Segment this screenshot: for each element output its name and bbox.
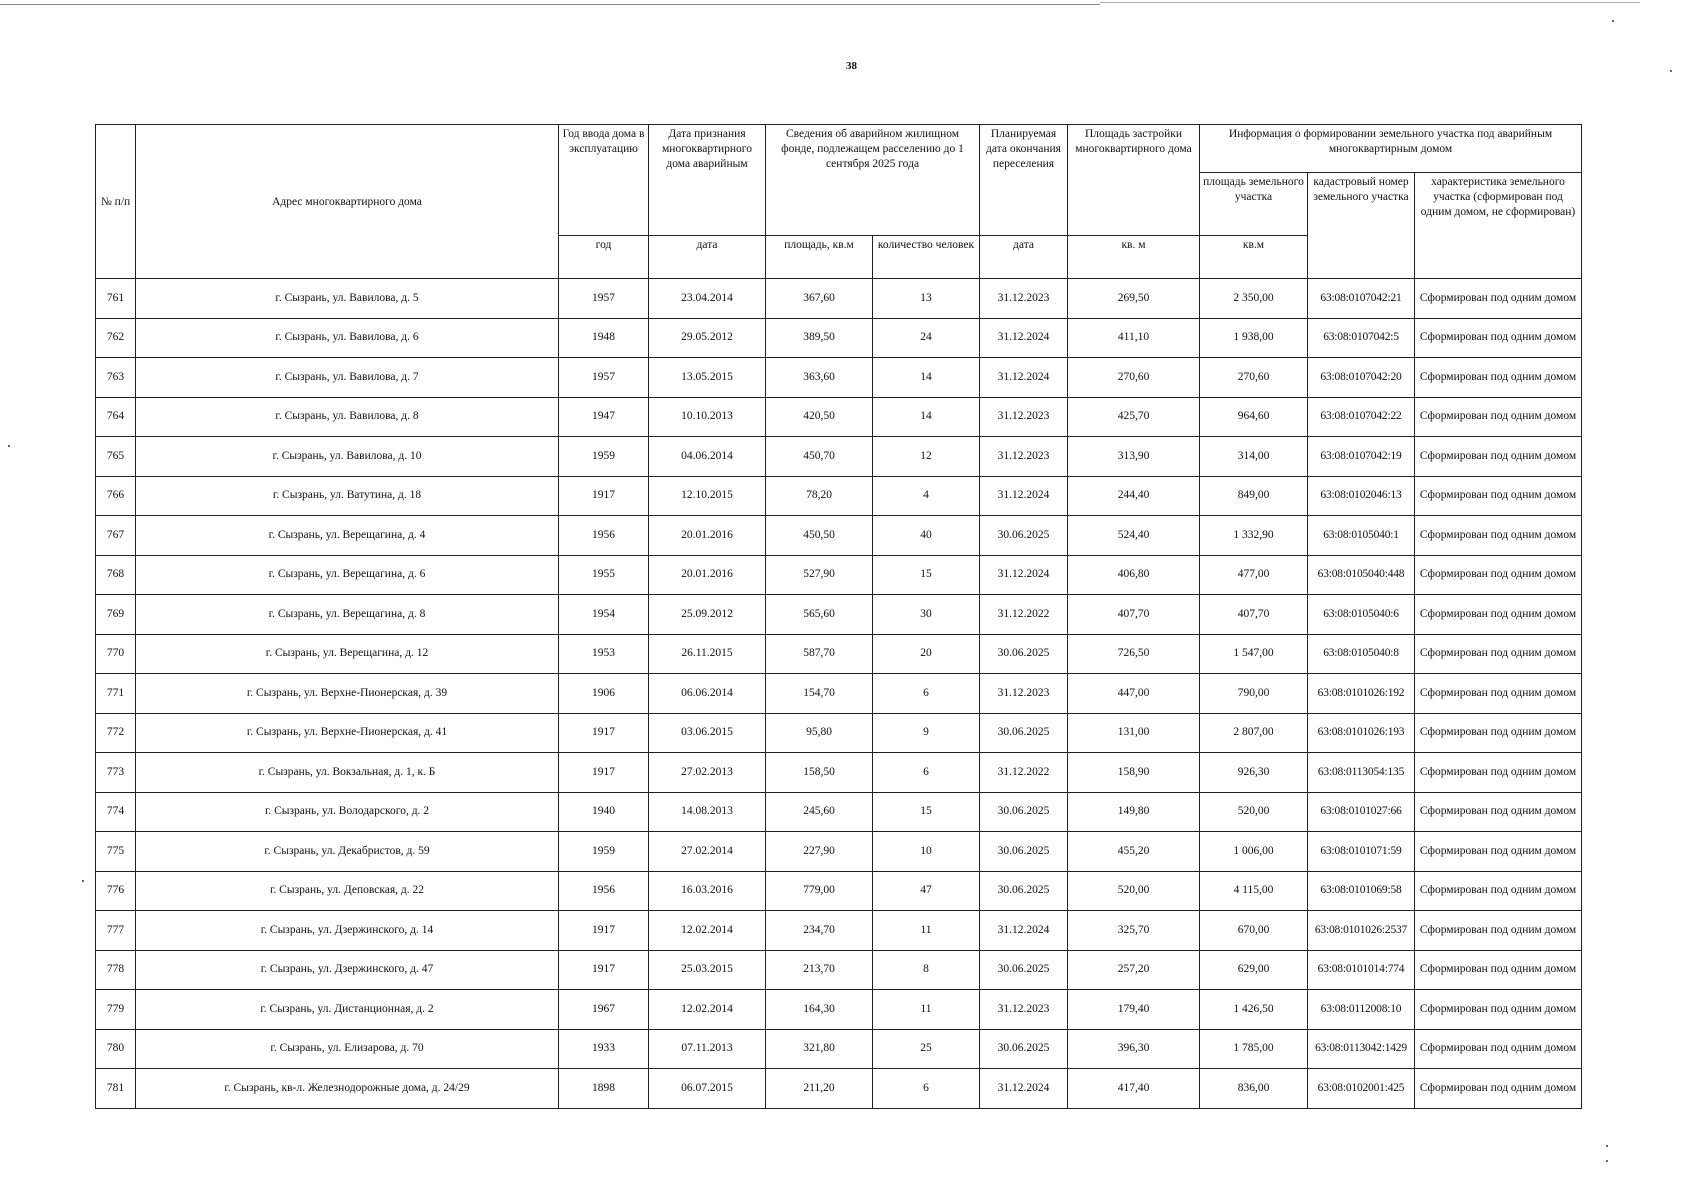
recognition-date-cell: 27.02.2014 [649, 832, 766, 872]
land-status-cell: Сформирован под одним домом [1415, 911, 1582, 951]
row-number: 765 [96, 437, 136, 477]
table-row [96, 674, 1582, 714]
recognition-date-cell: 12.02.2014 [649, 990, 766, 1030]
recognition-date-cell: 27.02.2013 [649, 753, 766, 793]
table-row [96, 713, 1582, 753]
row-number: 764 [96, 397, 136, 437]
scan-speck [1606, 1160, 1608, 1162]
row-number: 774 [96, 792, 136, 832]
built-area-cell: 524,40 [1068, 516, 1200, 556]
cadastral-number-cell: 63:08:0102001:425 [1308, 1069, 1415, 1109]
header-cadastral: кадастровый номер земельного участка [1308, 173, 1415, 279]
land-status-cell: Сформирован под одним домом [1415, 634, 1582, 674]
planned-end-cell: 30.06.2025 [980, 792, 1068, 832]
planned-end-cell: 30.06.2025 [980, 832, 1068, 872]
planned-end-cell: 31.12.2024 [980, 1069, 1068, 1109]
land-status-cell: Сформирован под одним домом [1415, 753, 1582, 793]
area-cell: 363,60 [766, 358, 873, 398]
table-row [96, 516, 1582, 556]
recognition-date-cell: 12.10.2015 [649, 476, 766, 516]
land-area-cell: 964,60 [1200, 397, 1308, 437]
year-cell: 1959 [559, 832, 649, 872]
row-number: 770 [96, 634, 136, 674]
planned-end-cell: 31.12.2023 [980, 397, 1068, 437]
recognition-date-cell: 23.04.2014 [649, 279, 766, 319]
built-area-cell: 726,50 [1068, 634, 1200, 674]
people-count-cell: 20 [873, 634, 980, 674]
table-row [96, 950, 1582, 990]
recognition-date-cell: 12.02.2014 [649, 911, 766, 951]
cadastral-number-cell: 63:08:0101014:774 [1308, 950, 1415, 990]
area-cell: 234,70 [766, 911, 873, 951]
land-status-cell: Сформирован под одним домом [1415, 476, 1582, 516]
land-area-cell: 849,00 [1200, 476, 1308, 516]
planned-end-cell: 31.12.2023 [980, 674, 1068, 714]
built-area-cell: 325,70 [1068, 911, 1200, 951]
area-cell: 367,60 [766, 279, 873, 319]
year-cell: 1955 [559, 555, 649, 595]
address-cell: г. Сызрань, ул. Елизарова, д. 70 [136, 1029, 559, 1069]
built-area-cell: 270,60 [1068, 358, 1200, 398]
land-area-cell: 926,30 [1200, 753, 1308, 793]
cadastral-number-cell: 63:08:0107042:5 [1308, 318, 1415, 358]
address-cell: г. Сызрань, ул. Дистанционная, д. 2 [136, 990, 559, 1030]
planned-end-cell: 31.12.2022 [980, 753, 1068, 793]
land-status-cell: Сформирован под одним домом [1415, 397, 1582, 437]
land-area-cell: 407,70 [1200, 595, 1308, 635]
row-number: 775 [96, 832, 136, 872]
recognition-date-cell: 25.09.2012 [649, 595, 766, 635]
year-cell: 1956 [559, 516, 649, 556]
year-cell: 1948 [559, 318, 649, 358]
area-cell: 450,70 [766, 437, 873, 477]
year-cell: 1947 [559, 397, 649, 437]
land-area-cell: 629,00 [1200, 950, 1308, 990]
year-cell: 1898 [559, 1069, 649, 1109]
land-status-cell: Сформирован под одним домом [1415, 595, 1582, 635]
row-number: 768 [96, 555, 136, 595]
area-cell: 565,60 [766, 595, 873, 635]
area-cell: 164,30 [766, 990, 873, 1030]
land-status-cell: Сформирован под одним домом [1415, 555, 1582, 595]
cadastral-number-cell: 63:08:0113054:135 [1308, 753, 1415, 793]
table-row [96, 634, 1582, 674]
recognition-date-cell: 06.06.2014 [649, 674, 766, 714]
table-row [96, 832, 1582, 872]
land-status-cell: Сформирован под одним домом [1415, 832, 1582, 872]
land-area-cell: 314,00 [1200, 437, 1308, 477]
address-cell: г. Сызрань, ул. Верещагина, д. 12 [136, 634, 559, 674]
cadastral-number-cell: 63:08:0107042:21 [1308, 279, 1415, 319]
address-cell: г. Сызрань, ул. Вокзальная, д. 1, к. Б [136, 753, 559, 793]
cadastral-number-cell: 63:08:0107042:20 [1308, 358, 1415, 398]
land-area-cell: 1 938,00 [1200, 318, 1308, 358]
land-area-cell: 836,00 [1200, 1069, 1308, 1109]
recognition-date-cell: 06.07.2015 [649, 1069, 766, 1109]
planned-end-cell: 31.12.2023 [980, 437, 1068, 477]
scan-speck [1606, 1145, 1608, 1147]
planned-end-cell: 31.12.2023 [980, 990, 1068, 1030]
planned-end-cell: 30.06.2025 [980, 871, 1068, 911]
cadastral-number-cell: 63:08:0101026:2537 [1308, 911, 1415, 951]
recognition-date-cell: 26.11.2015 [649, 634, 766, 674]
built-area-cell: 411,10 [1068, 318, 1200, 358]
row-number: 777 [96, 911, 136, 951]
unit-people: количество человек [873, 236, 980, 279]
built-area-cell: 244,40 [1068, 476, 1200, 516]
table-row [96, 437, 1582, 477]
year-cell: 1957 [559, 279, 649, 319]
address-cell: г. Сызрань, ул. Вавилова, д. 10 [136, 437, 559, 477]
address-cell: г. Сызрань, ул. Дзержинского, д. 14 [136, 911, 559, 951]
land-area-cell: 1 426,50 [1200, 990, 1308, 1030]
planned-end-cell: 31.12.2024 [980, 318, 1068, 358]
row-number: 761 [96, 279, 136, 319]
area-cell: 211,20 [766, 1069, 873, 1109]
year-cell: 1933 [559, 1029, 649, 1069]
people-count-cell: 6 [873, 1069, 980, 1109]
row-number: 780 [96, 1029, 136, 1069]
year-cell: 1917 [559, 753, 649, 793]
area-cell: 587,70 [766, 634, 873, 674]
scan-edge-line [1100, 2, 1640, 3]
year-cell: 1953 [559, 634, 649, 674]
year-cell: 1959 [559, 437, 649, 477]
row-number: 763 [96, 358, 136, 398]
table-row [96, 1029, 1582, 1069]
land-status-cell: Сформирован под одним домом [1415, 437, 1582, 477]
people-count-cell: 14 [873, 397, 980, 437]
recognition-date-cell: 29.05.2012 [649, 318, 766, 358]
row-number: 767 [96, 516, 136, 556]
cadastral-number-cell: 63:08:0101026:193 [1308, 713, 1415, 753]
year-cell: 1917 [559, 911, 649, 951]
land-area-cell: 670,00 [1200, 911, 1308, 951]
cadastral-number-cell: 63:08:0105040:1 [1308, 516, 1415, 556]
scan-edge-line [0, 4, 1100, 5]
people-count-cell: 25 [873, 1029, 980, 1069]
row-number: 778 [96, 950, 136, 990]
year-cell: 1954 [559, 595, 649, 635]
recognition-date-cell: 10.10.2013 [649, 397, 766, 437]
area-cell: 450,50 [766, 516, 873, 556]
table-row [96, 1069, 1582, 1109]
land-area-cell: 270,60 [1200, 358, 1308, 398]
header-land-info: Информация о формировании земельного участка под аварийным многоквартирным домом [1200, 125, 1582, 173]
header-emergency-info: Сведения об аварийном жилищном фонде, подлежащем расселению до 1 сентября 2025 года [766, 125, 980, 236]
table-row [96, 595, 1582, 635]
cadastral-number-cell: 63:08:0107042:22 [1308, 397, 1415, 437]
recognition-date-cell: 07.11.2013 [649, 1029, 766, 1069]
emergency-housing-table [95, 124, 1582, 1109]
recognition-date-cell: 16.03.2016 [649, 871, 766, 911]
scan-speck [82, 880, 84, 882]
address-cell: г. Сызрань, ул. Вавилова, д. 8 [136, 397, 559, 437]
cadastral-number-cell: 63:08:0107042:19 [1308, 437, 1415, 477]
planned-end-cell: 31.12.2024 [980, 911, 1068, 951]
land-status-cell: Сформирован под одним домом [1415, 318, 1582, 358]
area-cell: 78,20 [766, 476, 873, 516]
address-cell: г. Сызрань, ул. Верещагина, д. 6 [136, 555, 559, 595]
year-cell: 1917 [559, 713, 649, 753]
address-cell: г. Сызрань, ул. Декабристов, д. 59 [136, 832, 559, 872]
built-area-cell: 425,70 [1068, 397, 1200, 437]
planned-end-cell: 31.12.2024 [980, 476, 1068, 516]
address-cell: г. Сызрань, ул. Деповская, д. 22 [136, 871, 559, 911]
table-body [96, 279, 1582, 1109]
year-cell: 1917 [559, 950, 649, 990]
people-count-cell: 12 [873, 437, 980, 477]
cadastral-number-cell: 63:08:0105040:448 [1308, 555, 1415, 595]
recognition-date-cell: 20.01.2016 [649, 516, 766, 556]
recognition-date-cell: 03.06.2015 [649, 713, 766, 753]
address-cell: г. Сызрань, ул. Вавилова, д. 6 [136, 318, 559, 358]
land-status-cell: Сформирован под одним домом [1415, 1029, 1582, 1069]
planned-end-cell: 30.06.2025 [980, 713, 1068, 753]
year-cell: 1956 [559, 871, 649, 911]
table-row [96, 792, 1582, 832]
row-number: 773 [96, 753, 136, 793]
built-area-cell: 520,00 [1068, 871, 1200, 911]
area-cell: 158,50 [766, 753, 873, 793]
people-count-cell: 13 [873, 279, 980, 319]
scan-speck [8, 445, 10, 447]
recognition-date-cell: 13.05.2015 [649, 358, 766, 398]
people-count-cell: 30 [873, 595, 980, 635]
cadastral-number-cell: 63:08:0105040:6 [1308, 595, 1415, 635]
header-num: № п/п [96, 125, 136, 279]
area-cell: 95,80 [766, 713, 873, 753]
table-row [96, 397, 1582, 437]
built-area-cell: 406,80 [1068, 555, 1200, 595]
recognition-date-cell: 20.01.2016 [649, 555, 766, 595]
area-cell: 527,90 [766, 555, 873, 595]
area-cell: 245,60 [766, 792, 873, 832]
land-area-cell: 1 547,00 [1200, 634, 1308, 674]
people-count-cell: 9 [873, 713, 980, 753]
people-count-cell: 6 [873, 674, 980, 714]
built-area-cell: 447,00 [1068, 674, 1200, 714]
row-number: 769 [96, 595, 136, 635]
land-status-cell: Сформирован под одним домом [1415, 792, 1582, 832]
unit-date: дата [649, 236, 766, 279]
address-cell: г. Сызрань, ул. Володарского, д. 2 [136, 792, 559, 832]
people-count-cell: 14 [873, 358, 980, 398]
table-row [96, 318, 1582, 358]
table-row [96, 990, 1582, 1030]
row-number: 772 [96, 713, 136, 753]
built-area-cell: 407,70 [1068, 595, 1200, 635]
land-area-cell: 1 332,90 [1200, 516, 1308, 556]
recognition-date-cell: 25.03.2015 [649, 950, 766, 990]
land-status-cell: Сформирован под одним домом [1415, 713, 1582, 753]
built-area-cell: 396,30 [1068, 1029, 1200, 1069]
address-cell: г. Сызрань, ул. Вавилова, д. 5 [136, 279, 559, 319]
built-area-cell: 158,90 [1068, 753, 1200, 793]
header-land-area: площадь земельного участка [1200, 173, 1308, 236]
land-area-cell: 2 350,00 [1200, 279, 1308, 319]
year-cell: 1957 [559, 358, 649, 398]
land-area-cell: 1 006,00 [1200, 832, 1308, 872]
row-number: 779 [96, 990, 136, 1030]
unit-date: дата [980, 236, 1068, 279]
cadastral-number-cell: 63:08:0101071:59 [1308, 832, 1415, 872]
land-status-cell: Сформирован под одним домом [1415, 279, 1582, 319]
header-address: Адрес многоквартирного дома [136, 125, 559, 279]
table-row [96, 555, 1582, 595]
table-row [96, 753, 1582, 793]
land-area-cell: 2 807,00 [1200, 713, 1308, 753]
people-count-cell: 8 [873, 950, 980, 990]
unit-sqm: кв. м [1068, 236, 1200, 279]
people-count-cell: 40 [873, 516, 980, 556]
land-status-cell: Сформирован под одним домом [1415, 516, 1582, 556]
header-characteristic: характеристика земельного участка (сформирован под одним домом, не сформирован) [1415, 173, 1582, 279]
address-cell: г. Сызрань, ул. Верхне-Пионерская, д. 41 [136, 713, 559, 753]
cadastral-number-cell: 63:08:0102046:13 [1308, 476, 1415, 516]
row-number: 776 [96, 871, 136, 911]
land-area-cell: 790,00 [1200, 674, 1308, 714]
unit-year: год [559, 236, 649, 279]
land-area-cell: 477,00 [1200, 555, 1308, 595]
area-cell: 779,00 [766, 871, 873, 911]
planned-end-cell: 30.06.2025 [980, 1029, 1068, 1069]
page-number: 38 [846, 60, 857, 72]
planned-end-cell: 31.12.2024 [980, 555, 1068, 595]
built-area-cell: 257,20 [1068, 950, 1200, 990]
row-number: 781 [96, 1069, 136, 1109]
address-cell: г. Сызрань, ул. Верещагина, д. 4 [136, 516, 559, 556]
people-count-cell: 15 [873, 555, 980, 595]
year-cell: 1906 [559, 674, 649, 714]
cadastral-number-cell: 63:08:0101026:192 [1308, 674, 1415, 714]
year-cell: 1940 [559, 792, 649, 832]
table-row [96, 911, 1582, 951]
area-cell: 321,80 [766, 1029, 873, 1069]
table-row [96, 871, 1582, 911]
cadastral-number-cell: 63:08:0113042:1429 [1308, 1029, 1415, 1069]
recognition-date-cell: 14.08.2013 [649, 792, 766, 832]
planned-end-cell: 31.12.2023 [980, 279, 1068, 319]
people-count-cell: 4 [873, 476, 980, 516]
built-area-cell: 455,20 [1068, 832, 1200, 872]
area-cell: 213,70 [766, 950, 873, 990]
cadastral-number-cell: 63:08:0112008:10 [1308, 990, 1415, 1030]
header-date-recognition: Дата признания многоквартирного дома аварийным [649, 125, 766, 236]
address-cell: г. Сызрань, ул. Ватутина, д. 18 [136, 476, 559, 516]
land-status-cell: Сформирован под одним домом [1415, 990, 1582, 1030]
built-area-cell: 149,80 [1068, 792, 1200, 832]
built-area-cell: 131,00 [1068, 713, 1200, 753]
built-area-cell: 179,40 [1068, 990, 1200, 1030]
cadastral-number-cell: 63:08:0101069:58 [1308, 871, 1415, 911]
built-area-cell: 417,40 [1068, 1069, 1200, 1109]
cadastral-number-cell: 63:08:0105040:8 [1308, 634, 1415, 674]
planned-end-cell: 30.06.2025 [980, 950, 1068, 990]
address-cell: г. Сызрань, ул. Вавилова, д. 7 [136, 358, 559, 398]
people-count-cell: 11 [873, 990, 980, 1030]
area-cell: 420,50 [766, 397, 873, 437]
planned-end-cell: 31.12.2024 [980, 358, 1068, 398]
year-cell: 1917 [559, 476, 649, 516]
table-row [96, 279, 1582, 319]
people-count-cell: 11 [873, 911, 980, 951]
land-area-cell: 520,00 [1200, 792, 1308, 832]
people-count-cell: 47 [873, 871, 980, 911]
row-number: 762 [96, 318, 136, 358]
unit-area: площадь, кв.м [766, 236, 873, 279]
address-cell: г. Сызрань, ул. Верхне-Пионерская, д. 39 [136, 674, 559, 714]
people-count-cell: 24 [873, 318, 980, 358]
table-row [96, 358, 1582, 398]
address-cell: г. Сызрань, ул. Верещагина, д. 8 [136, 595, 559, 635]
planned-end-cell: 31.12.2022 [980, 595, 1068, 635]
address-cell: г. Сызрань, кв-л. Железнодорожные дома, д. 24/29 [136, 1069, 559, 1109]
cadastral-number-cell: 63:08:0101027:66 [1308, 792, 1415, 832]
land-area-cell: 1 785,00 [1200, 1029, 1308, 1069]
land-status-cell: Сформирован под одним домом [1415, 674, 1582, 714]
header-planned-end: Планируемая дата окончания переселения [980, 125, 1068, 236]
land-status-cell: Сформирован под одним домом [1415, 950, 1582, 990]
land-area-cell: 4 115,00 [1200, 871, 1308, 911]
people-count-cell: 15 [873, 792, 980, 832]
people-count-cell: 10 [873, 832, 980, 872]
land-status-cell: Сформирован под одним домом [1415, 871, 1582, 911]
planned-end-cell: 30.06.2025 [980, 634, 1068, 674]
unit-sqm: кв.м [1200, 236, 1308, 279]
area-cell: 227,90 [766, 832, 873, 872]
row-number: 771 [96, 674, 136, 714]
planned-end-cell: 30.06.2025 [980, 516, 1068, 556]
row-number: 766 [96, 476, 136, 516]
built-area-cell: 313,90 [1068, 437, 1200, 477]
built-area-cell: 269,50 [1068, 279, 1200, 319]
scan-speck [1612, 20, 1614, 22]
people-count-cell: 6 [873, 753, 980, 793]
address-cell: г. Сызрань, ул. Дзержинского, д. 47 [136, 950, 559, 990]
area-cell: 154,70 [766, 674, 873, 714]
table-row [96, 476, 1582, 516]
land-status-cell: Сформирован под одним домом [1415, 358, 1582, 398]
recognition-date-cell: 04.06.2014 [649, 437, 766, 477]
land-status-cell: Сформирован под одним домом [1415, 1069, 1582, 1109]
header-built-area: Площадь застройки многоквартирного дома [1068, 125, 1200, 236]
year-cell: 1967 [559, 990, 649, 1030]
header-year-commissioning: Год ввода дома в эксплуатацию [559, 125, 649, 236]
area-cell: 389,50 [766, 318, 873, 358]
